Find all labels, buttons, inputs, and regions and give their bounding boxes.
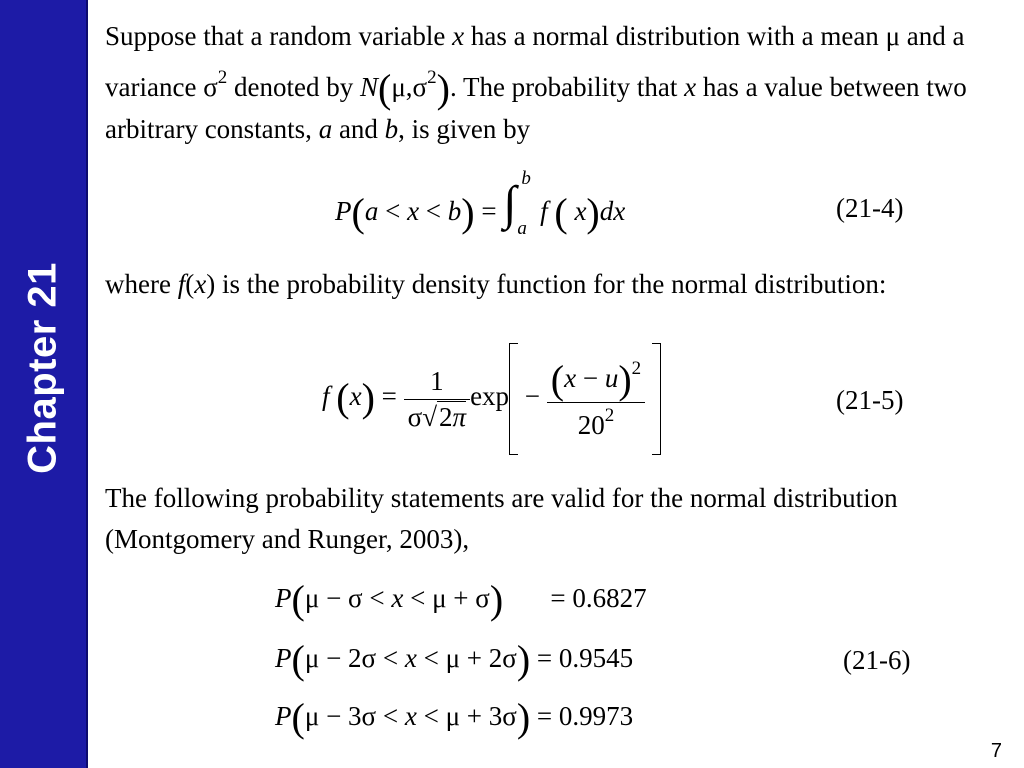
- inner-fraction: $\frac{(x - u)^2}{20^2}$: [547, 358, 645, 441]
- equation-21-6-row-2: P(μ − 2σ < x < μ + 2σ) = 0.9545: [275, 637, 634, 682]
- density-paragraph: where f(x) is the probability density function for the normal distribution:: [105, 269, 887, 299]
- chapter-label: Chapter 21: [20, 262, 65, 474]
- mu-symbol: μ: [885, 21, 901, 51]
- right-bracket: [652, 343, 661, 455]
- equation-number-21-6: (21-6): [843, 645, 911, 675]
- page-number: 7: [990, 740, 1002, 762]
- outer-fraction: $\frac{1}{\sigma√2\pi}$: [404, 366, 470, 433]
- equation-number-21-4: (21-4): [836, 193, 904, 223]
- statements-paragraph: The following probability statements are valid for the normal distribution (Montgomery and Runger, 2003),: [105, 483, 898, 554]
- variance-symbol: $\sigma^2$: [203, 67, 228, 102]
- equation-21-4: P(a < x < b) = ∫ b a f ( x)dx: [335, 168, 626, 239]
- normal-notation: $N(\mu,\sigma^2)$: [359, 66, 450, 111]
- equation-21-6-row-1: P(μ − σ < x < μ + σ) = 0.6827: [275, 577, 647, 622]
- integral-sign: ∫ b a: [503, 168, 531, 239]
- equation-21-5: f (x) = $\frac{1}{\sigma√2\pi}$ exp − $\frac{(x - u)^2}{20^2}$: [322, 343, 661, 455]
- equation-number-21-5: (21-5): [836, 385, 904, 415]
- left-bracket: [509, 343, 518, 455]
- intro-paragraph: Suppose that a random variable x has a normal distribution with a mean μ and a variance $\sigma^2$ denoted by $N(\mu,\sigma^2)$. The probability that x has a value between two arbitrary constants, a and b, is given by: [105, 21, 967, 144]
- equation-21-6-row-3: P(μ − 3σ < x < μ + 3σ) = 0.9973: [275, 695, 634, 740]
- sidebar: [0, 0, 88, 768]
